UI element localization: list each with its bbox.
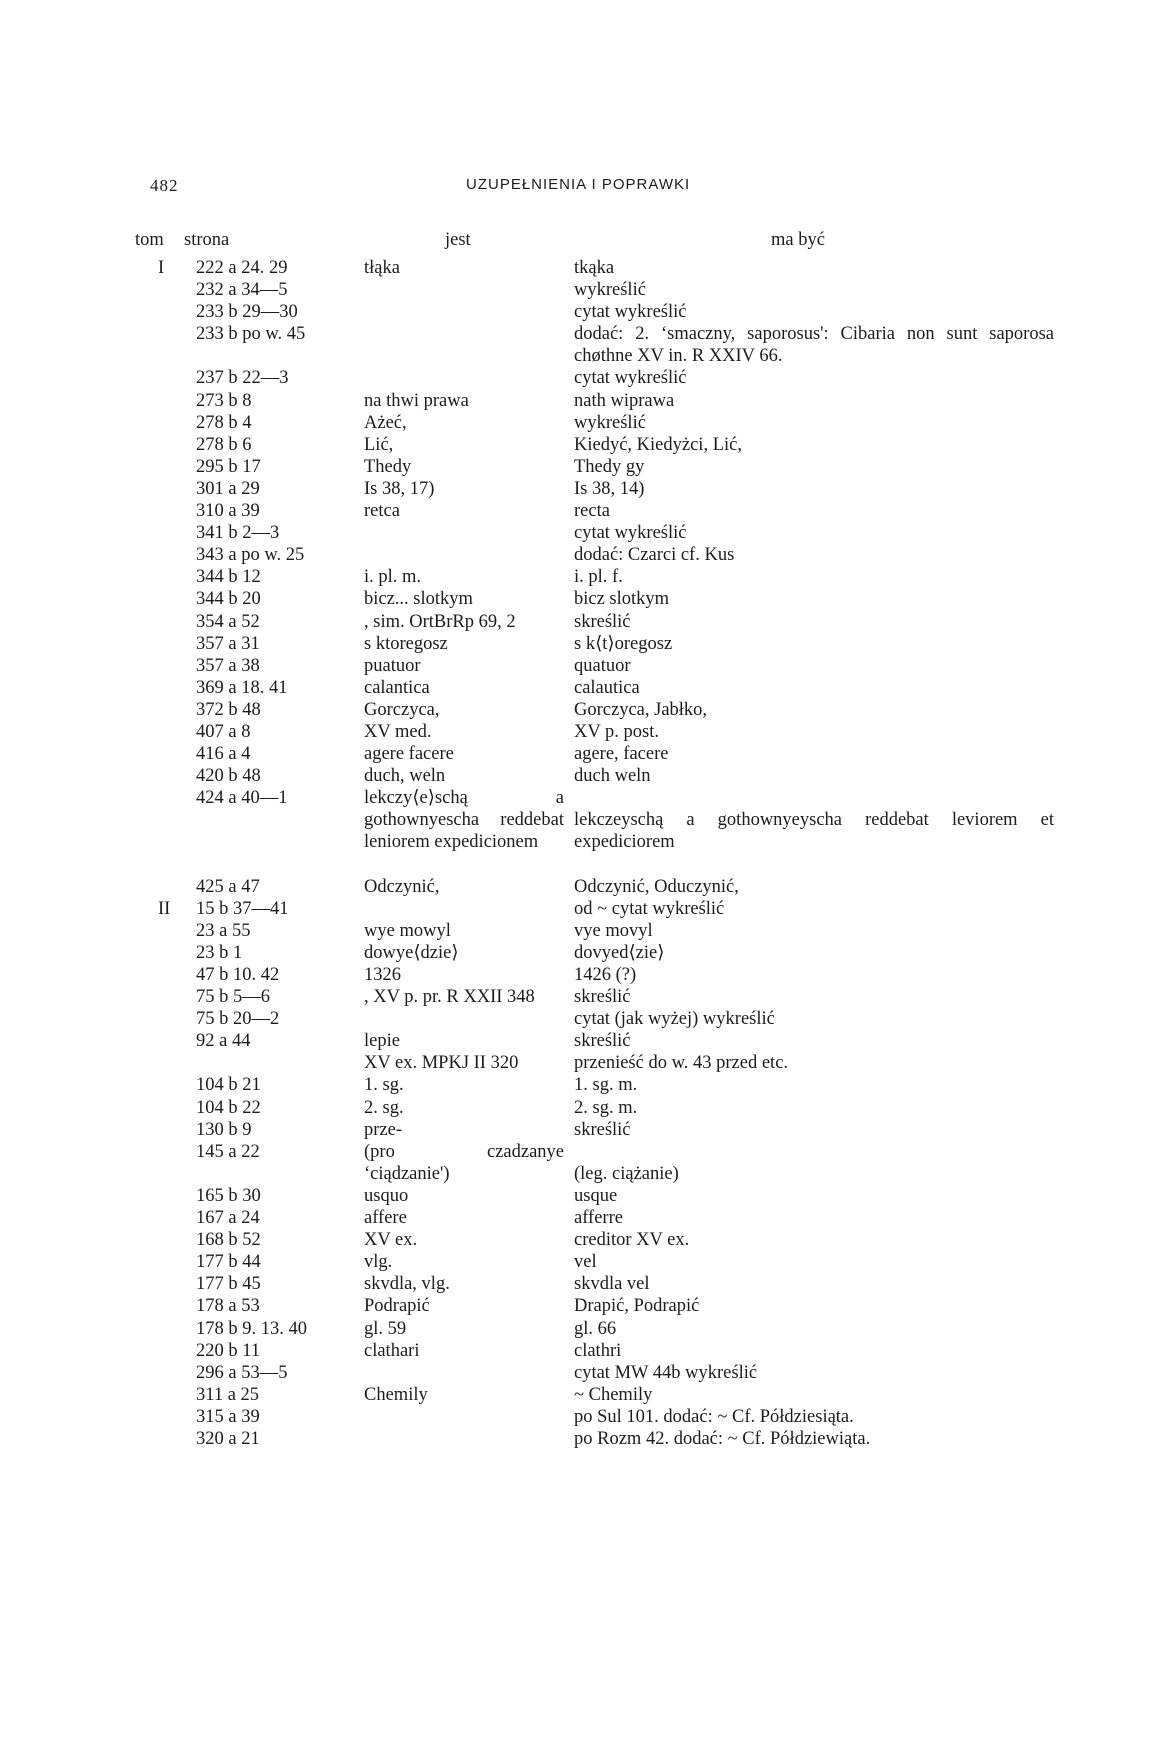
table-row (0, 1052, 1156, 1074)
strona-cell: 372 b 48 (196, 699, 261, 720)
table-row (0, 721, 1156, 743)
column-header-tom: tom (135, 230, 164, 250)
jest-cell: , XV p. pr. R XXII 348 (364, 987, 535, 1008)
strona-cell: 104 b 21 (196, 1075, 261, 1096)
ma-byc-cell: clathri (574, 1340, 622, 1361)
strona-cell: 420 b 48 (196, 766, 261, 787)
jest-cell: 2. sg. (364, 1097, 404, 1118)
ma-byc-cell: XV p. post. (574, 721, 659, 742)
ma-byc-cell: Gorczyca, Jabłko, (574, 699, 708, 720)
ma-byc-cell: Is 38, 14) (574, 478, 645, 499)
strona-cell: 92 a 44 (196, 1031, 251, 1052)
ma-byc-cell: cytat (jak wyżej) wykreślić (574, 1009, 775, 1030)
strona-cell: 75 b 20—2 (196, 1009, 280, 1030)
table-row (0, 898, 1156, 920)
table-row (0, 434, 1156, 456)
ma-byc-cell: skreślić (574, 987, 631, 1008)
ma-byc-cell: wykreślić (574, 280, 646, 301)
strona-cell: 23 b 1 (196, 942, 243, 963)
ma-byc-cell: dovyed⟨zie⟩ (574, 942, 665, 963)
strona-cell: 232 a 34—5 (196, 280, 288, 301)
strona-cell: 178 b 9. 13. 40 (196, 1318, 307, 1339)
strona-cell: 416 a 4 (196, 744, 251, 765)
ma-byc-cell: skvdla vel (574, 1274, 650, 1295)
ma-byc-cell: skreślić (574, 611, 631, 632)
table-row (0, 456, 1156, 478)
table-row (0, 257, 1156, 279)
errata-table (0, 257, 1156, 1450)
table-row (0, 412, 1156, 434)
ma-byc-cell: gl. 66 (574, 1318, 617, 1339)
running-title: UZUPEŁNIENIA I POPRAWKI (466, 176, 691, 193)
jest-cell: prze- (364, 1119, 402, 1140)
jest-cell: lekczy⟨e⟩schą a gothownyescha reddebat leniorem expedicionem (364, 788, 564, 853)
jest-cell: calantica (364, 677, 430, 698)
jest-cell: gl. 59 (364, 1318, 407, 1339)
table-row (0, 301, 1156, 323)
table-row (0, 1074, 1156, 1096)
strona-cell: 220 b 11 (196, 1340, 261, 1361)
strona-cell: 273 b 8 (196, 390, 252, 411)
ma-byc-cell: vel (574, 1252, 597, 1273)
strona-cell: 295 b 17 (196, 456, 261, 477)
jest-cell: (pro czadzanye ʻciądzanie') (364, 1141, 564, 1184)
ma-byc-cell: Kiedyć, Kiedyżci, Lić, (574, 434, 742, 455)
page-number: 482 (150, 176, 179, 195)
jest-cell: bicz... slotkym (364, 589, 473, 610)
strona-cell: 344 b 12 (196, 567, 261, 588)
jest-cell: dowye⟨dzie⟩ (364, 942, 459, 963)
ma-byc-cell: (leg. ciążanie) (574, 1163, 679, 1184)
ma-byc-cell: afferre (574, 1208, 623, 1229)
jest-cell: XV ex. MPKJ II 320 (364, 1053, 519, 1074)
tom-cell: I (158, 258, 165, 278)
table-row (0, 1406, 1156, 1428)
table-row (0, 367, 1156, 389)
table-row (0, 500, 1156, 522)
ma-byc-cell: nath wiprawa (574, 390, 675, 411)
strona-cell: 344 b 20 (196, 589, 261, 610)
ma-byc-cell: Drapić, Podrapić (574, 1296, 700, 1317)
column-headers (0, 230, 1156, 252)
jest-cell: Lić, (364, 434, 394, 455)
column-header-jest: jest (445, 230, 471, 250)
ma-byc-cell: wykreślić (574, 412, 646, 433)
strona-cell: 165 b 30 (196, 1185, 261, 1206)
table-row (0, 1384, 1156, 1406)
jest-cell: duch, weln (364, 766, 446, 787)
table-row (0, 920, 1156, 942)
table-row (0, 1362, 1156, 1384)
ma-byc-cell: cytat MW 44b wykreślić (574, 1362, 758, 1383)
jest-cell: XV ex. (364, 1230, 418, 1251)
strona-cell: 233 b po w. 45 (196, 324, 306, 345)
table-row (0, 964, 1156, 986)
jest-cell: Ażeć, (364, 412, 407, 433)
strona-cell: 407 a 8 (196, 721, 251, 742)
table-row (0, 1119, 1156, 1141)
ma-byc-cell: dodać: 2. ʻsmaczny, saporosus': Cibaria non sunt saporosa chøthne XV in. R XXIV 66. (574, 324, 1054, 367)
ma-byc-cell: bicz slotkym (574, 589, 670, 610)
strona-cell: 130 b 9 (196, 1119, 252, 1140)
ma-byc-cell: Odczynić, Oduczynić, (574, 876, 739, 897)
table-row (0, 1185, 1156, 1207)
ma-byc-cell: s k⟨t⟩oregosz (574, 633, 673, 654)
ma-byc-cell: ~ Chemily (574, 1384, 653, 1405)
jest-cell: 1. sg. (364, 1075, 404, 1096)
ma-byc-cell: creditor XV ex. (574, 1230, 690, 1251)
strona-cell: 357 a 38 (196, 655, 260, 676)
jest-cell: agere facere (364, 744, 454, 765)
ma-byc-cell: duch weln (574, 766, 651, 787)
strona-cell: 233 b 29—30 (196, 302, 298, 323)
strona-cell: 301 a 29 (196, 478, 260, 499)
strona-cell: 278 b 6 (196, 434, 252, 455)
strona-cell: 168 b 52 (196, 1230, 261, 1251)
strona-cell: 178 a 53 (196, 1296, 260, 1317)
table-row (0, 478, 1156, 500)
ma-byc-cell: calautica (574, 677, 640, 698)
strona-cell: 47 b 10. 42 (196, 965, 280, 986)
ma-byc-cell: vye movyl (574, 920, 653, 941)
jest-cell: affere (364, 1208, 407, 1229)
table-row (0, 566, 1156, 588)
ma-byc-cell: 2. sg. m. (574, 1097, 638, 1118)
strona-cell: 222 a 24. 29 (196, 258, 288, 278)
ma-byc-cell: po Rozm 42. dodać: ~ Cf. Półdziewiąta. (574, 1428, 871, 1449)
table-row (0, 1251, 1156, 1273)
running-header (0, 176, 1156, 200)
table-row (0, 699, 1156, 721)
jest-cell: clathari (364, 1340, 420, 1361)
ma-byc-cell: i. pl. f. (574, 567, 623, 588)
table-row (0, 1340, 1156, 1362)
column-header-strona: strona (184, 230, 230, 250)
jest-cell: Thedy (364, 456, 412, 477)
ma-byc-cell: od ~ cytat wykreślić (574, 898, 725, 919)
jest-cell: s ktoregosz (364, 633, 448, 654)
strona-cell: 320 a 21 (196, 1428, 260, 1449)
ma-byc-cell: lekczeyschą a gothownyeyscha reddebat leviorem et expediciorem (574, 810, 1054, 853)
table-row (0, 677, 1156, 699)
jest-cell: , sim. OrtBrRp 69, 2 (364, 611, 516, 632)
table-row (0, 942, 1156, 964)
table-row (0, 876, 1156, 898)
table-row (0, 611, 1156, 633)
jest-cell: puatuor (364, 655, 421, 676)
table-row (0, 522, 1156, 544)
ma-byc-cell: tkąka (574, 258, 615, 278)
table-row (0, 986, 1156, 1008)
ma-byc-cell: usque (574, 1185, 618, 1206)
jest-cell: Is 38, 17) (364, 478, 435, 499)
table-row (0, 323, 1156, 367)
strona-cell: 104 b 22 (196, 1097, 261, 1118)
table-row (0, 1030, 1156, 1052)
table-row (0, 1318, 1156, 1340)
table-row (0, 390, 1156, 412)
ma-byc-cell: Thedy gy (574, 456, 645, 477)
strona-cell: 424 a 40—1 (196, 788, 288, 809)
jest-cell: usquo (364, 1185, 409, 1206)
table-row (0, 1008, 1156, 1030)
table-row (0, 588, 1156, 610)
table-row (0, 743, 1156, 765)
jest-cell: vlg. (364, 1252, 393, 1273)
ma-byc-cell: cytat wykreślić (574, 302, 687, 323)
jest-cell: Chemily (364, 1384, 428, 1405)
tom-cell: II (158, 898, 171, 919)
strona-cell: 311 a 25 (196, 1384, 260, 1405)
strona-cell: 145 a 22 (196, 1141, 260, 1162)
jest-cell: retca (364, 501, 400, 522)
strona-cell: 237 b 22—3 (196, 368, 289, 389)
ma-byc-cell: cytat wykreślić (574, 523, 687, 544)
jest-cell: na thwi prawa (364, 390, 469, 411)
ma-byc-cell: 1. sg. m. (574, 1075, 638, 1096)
jest-cell: tłąka (364, 258, 400, 278)
strona-cell: 167 a 24 (196, 1208, 260, 1229)
strona-cell: 357 a 31 (196, 633, 260, 654)
jest-cell: Podrapić (364, 1296, 430, 1317)
table-row (0, 279, 1156, 301)
jest-cell: wye mowyl (364, 920, 451, 941)
strona-cell: 75 b 5—6 (196, 987, 270, 1008)
table-row (0, 1097, 1156, 1119)
table-row (0, 1428, 1156, 1450)
jest-cell: Gorczyca, (364, 699, 440, 720)
strona-cell: 425 a 47 (196, 876, 260, 897)
jest-cell: XV med. (364, 721, 432, 742)
ma-byc-cell: skreślić (574, 1119, 631, 1140)
strona-cell: 15 b 37—41 (196, 898, 289, 919)
table-row (0, 1229, 1156, 1251)
strona-cell: 296 a 53—5 (196, 1362, 288, 1383)
ma-byc-cell: dodać: Czarci cf. Kus (574, 545, 735, 566)
jest-cell: i. pl. m. (364, 567, 422, 588)
ma-byc-cell: 1426 (?) (574, 965, 637, 986)
ma-byc-cell: recta (574, 501, 610, 522)
strona-cell: 315 a 39 (196, 1406, 260, 1427)
jest-cell: Odczynić, (364, 876, 440, 897)
table-row (0, 544, 1156, 566)
strona-cell: 354 a 52 (196, 611, 260, 632)
table-row (0, 655, 1156, 677)
ma-byc-cell: cytat wykreślić (574, 368, 687, 389)
ma-byc-cell: po Sul 101. dodać: ~ Cf. Półdziesiąta. (574, 1406, 854, 1427)
table-row (0, 1141, 1156, 1185)
strona-cell: 177 b 44 (196, 1252, 261, 1273)
jest-cell: lepie (364, 1031, 400, 1052)
strona-cell: 23 a 55 (196, 920, 251, 941)
jest-cell: 1326 (364, 965, 401, 986)
table-row (0, 787, 1156, 875)
ma-byc-cell: skreślić (574, 1031, 631, 1052)
table-row (0, 1207, 1156, 1229)
jest-cell: skvdla, vlg. (364, 1274, 450, 1295)
strona-cell: 341 b 2—3 (196, 523, 280, 544)
table-row (0, 765, 1156, 787)
table-row (0, 633, 1156, 655)
ma-byc-cell: agere, facere (574, 744, 669, 765)
strona-cell: 369 a 18. 41 (196, 677, 288, 698)
ma-byc-cell: przenieść do w. 43 przed etc. (574, 1053, 789, 1074)
ma-byc-cell: quatuor (574, 655, 631, 676)
strona-cell: 343 a po w. 25 (196, 545, 305, 566)
strona-cell: 278 b 4 (196, 412, 252, 433)
table-row (0, 1273, 1156, 1295)
strona-cell: 310 a 39 (196, 501, 260, 522)
column-header-ma-byc: ma być (771, 230, 825, 250)
strona-cell: 177 b 45 (196, 1274, 261, 1295)
table-row (0, 1295, 1156, 1317)
